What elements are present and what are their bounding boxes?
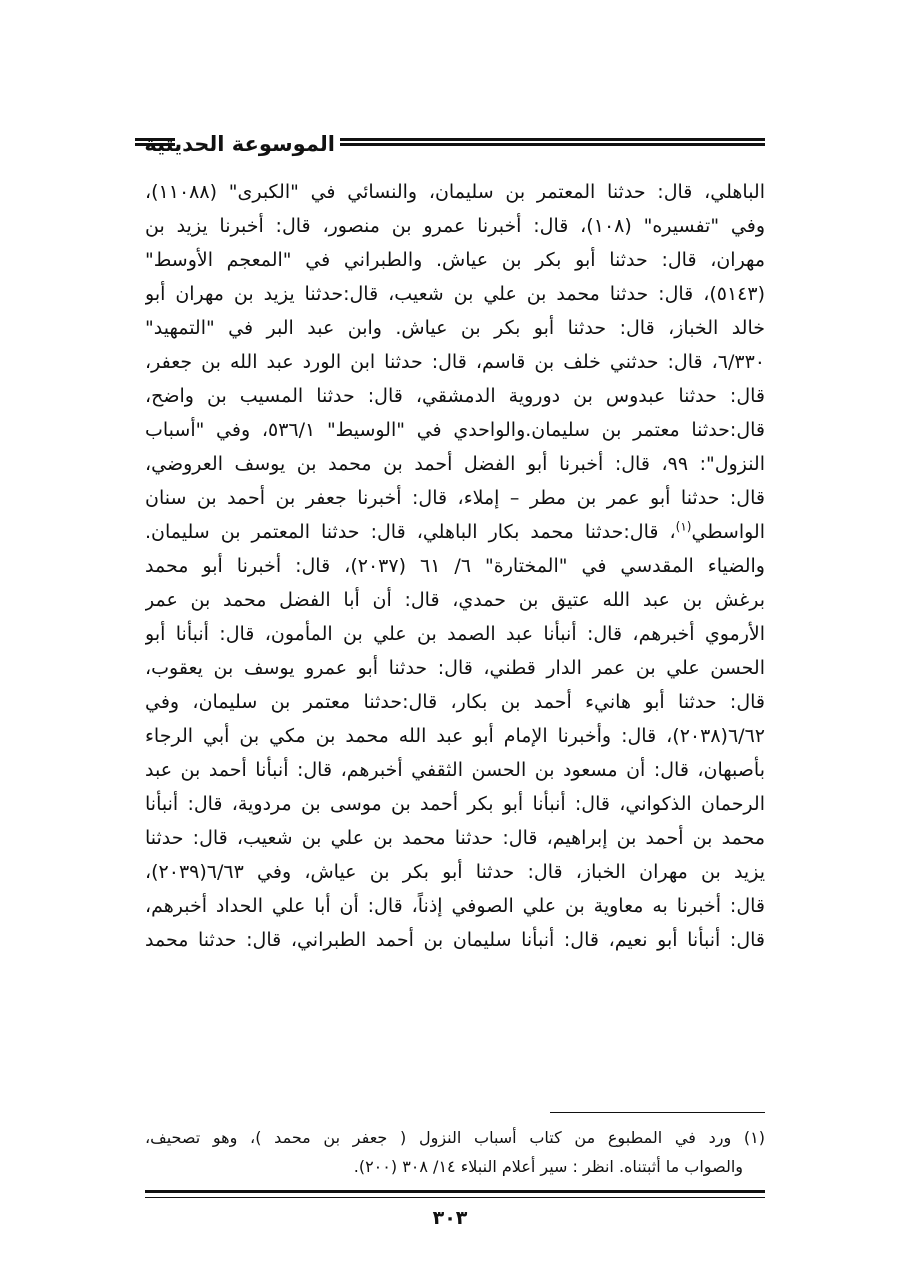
header-title: الموسوعة الحديثية	[144, 132, 335, 156]
text-line: الأرموي أخبرهم، قال: أنبأنا عبد الصمد بن علي بن المأمون، قال: أنبأنا أبو	[145, 623, 765, 645]
footnote-reference: (١)	[675, 519, 692, 534]
text-line: وفي "تفسيره" (١٠٨)، قال: أخبرنا عمرو بن منصور، قال: أخبرنا يزيد بن	[145, 215, 765, 237]
text-line: يزيد بن مهران الخباز، قال: حدثنا أبو بكر بن عياش، وفي ٦/٦٣(٢٠٣٩)،	[145, 861, 765, 883]
text-line: برغش بن عبد الله عتيق بن حمدي، قال: أن أبا الفضل محمد بن عمر	[145, 589, 765, 611]
header-rule-right	[340, 138, 765, 146]
page-number: ٣٠٣	[432, 1207, 468, 1229]
running-header	[135, 122, 765, 166]
text-line: قال: أخبرنا به معاوية بن علي الصوفي إذناً، قال: أن أبا علي الحداد أخبرهم،	[145, 895, 765, 917]
text-line: بأصبهان، قال: أن مسعود بن الحسن الثقفي أخبرهم، قال: أنبأنا أحمد بن عبد	[145, 759, 765, 781]
footnote-separator	[550, 1112, 765, 1113]
text-line: خالد الخباز، قال: حدثنا أبو بكر بن عياش. وابن عبد البر في "التمهيد"	[145, 317, 765, 339]
text-line: قال: حدثنا أبو هانيء أحمد بن بكار، قال:حدثنا معتمر بن سليمان، وفي	[145, 691, 765, 713]
text-line: ٦/٣٣٠، قال: حدثني خلف بن قاسم، قال: حدثنا ابن الورد عبد الله بن جعفر،	[145, 351, 765, 373]
text-line: ٦/٦٢(٢٠٣٨)، قال: وأخبرنا الإمام أبو عبد الله محمد بن مكي بن أبي الرجاء	[145, 725, 765, 747]
footer-rule-thick	[145, 1190, 765, 1193]
text-line: قال: حدثنا عبدوس بن دوروية الدمشقي، قال: حدثنا المسيب بن واضح،	[145, 385, 765, 407]
text-line-with-footnote-ref-text: الواسطي$^{(١)}$، قال:حدثنا محمد بكار الباهلي، قال: حدثنا المعتمر بن سليمان.	[145, 519, 765, 543]
text-line: الحسن علي بن عمر الدار قطني، قال: حدثنا أبو عمرو يوسف بن يعقوب،	[145, 657, 765, 679]
footer-rule-thin	[145, 1197, 765, 1198]
header-rule-left	[135, 138, 175, 146]
text-line: الرحمان الذكواني، قال: أنبأنا أبو بكر أحمد بن موسى بن مردوية، قال: أنبأنا	[145, 793, 765, 815]
body-text	[145, 175, 765, 957]
text-line: النزول": ٩٩، قال: أخبرنا أبو الفضل أحمد بن محمد بن يوسف العروضي،	[145, 453, 765, 475]
text-line-with-footnote-ref	[145, 515, 765, 549]
text-line: والضياء المقدسي في "المختارة" ٦/ ٦١ (٢٠٣٧)، قال: أخبرنا أبو محمد	[145, 555, 765, 577]
footnotes	[145, 1123, 765, 1181]
text-line: قال: حدثنا أبو عمر بن مطر – إملاء، قال: أخبرنا جعفر بن أحمد بن سنان	[145, 487, 765, 509]
text-line: مهران، قال: حدثنا أبو بكر بن عياش. والطبراني في "المعجم الأوسط"	[145, 249, 765, 271]
text-line: الباهلي، قال: حدثنا المعتمر بن سليمان، والنسائي في "الكبرى" (١١٠٨٨)،	[145, 181, 765, 203]
text-line: قال: أنبأنا أبو نعيم، قال: أنبأنا سليمان بن أحمد الطبراني، قال: حدثنا محمد	[145, 929, 765, 951]
text-line: قال:حدثنا معتمر بن سليمان.والواحدي في "الوسيط" ٥٣٦/١، وفي "أسباب	[145, 419, 765, 441]
footnote-line: (١) ورد في المطبوع من كتاب أسباب النزول ( جعفر بن محمد )، وهو تصحيف،	[145, 1128, 765, 1147]
text-line: (٥١٤٣)، قال: حدثنا محمد بن علي بن شعيب، قال:حدثنا يزيد بن مهران أبو	[145, 283, 765, 305]
footnote-line: والصواب ما أثبتناه. انظر : سير أعلام النبلاء ١٤/ ٣٠٨ (٢٠٠).	[353, 1157, 743, 1176]
text-line: محمد بن أحمد بن إبراهيم، قال: حدثنا محمد بن علي بن شعيب، قال: حدثنا	[145, 827, 765, 849]
